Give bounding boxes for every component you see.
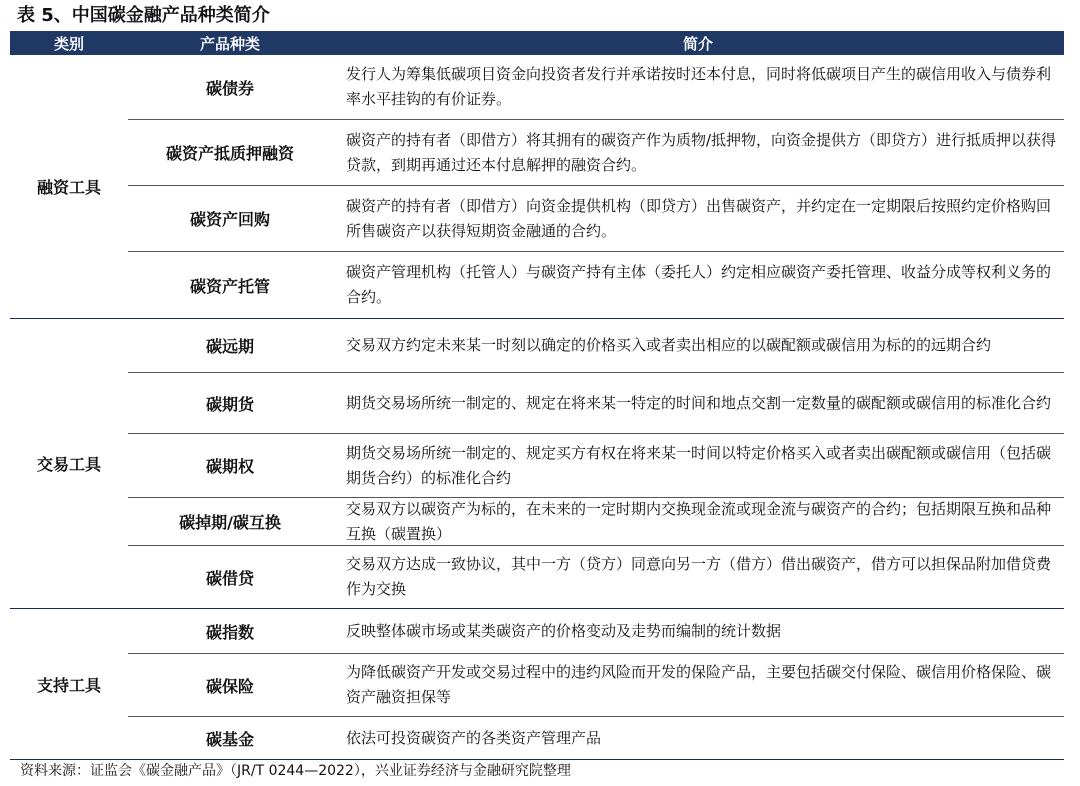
description-carbon-forward: 交易双方约定未来某一时刻以确定的价格买入或者卖出相应的以碳配额或碳信用为标的的远期合约 <box>332 318 1064 372</box>
description-carbon-bond: 发行人为筹集低碳项目资金向投资者发行并承诺按时还本付息，同时将低碳项目产生的碳信用收入与债券利率水平挂钩的有价证券。 <box>346 65 1052 108</box>
product-carbon-options: 碳期权 <box>128 433 332 497</box>
header-product: 产品种类 <box>128 31 332 55</box>
description-carbon-futures: 期货交易场所统一制定的、规定在将来某一特定的时间和地点交割一定数量的碳配额或碳信用的标准化合约 <box>332 372 1064 433</box>
description-carbon-swap: 交易双方以碳资产为标的，在未来的一定时期内交换现金流或现金流与碳资产的合约；包括期限互换和品种互换（碳置换） <box>332 497 1064 545</box>
carbon-finance-products-table <box>10 31 1064 760</box>
category-trading-tools: 交易工具 <box>10 318 128 608</box>
product-carbon-forward: 碳远期 <box>128 318 332 372</box>
product-carbon-index: 碳指数 <box>128 608 332 653</box>
description-carbon-fund: 依法可投资碳资产的各类资产管理产品 <box>332 716 1064 759</box>
table-title: 表 5、中国碳金融产品种类简介 <box>17 5 270 26</box>
product-carbon-swap: 碳掉期/碳互换 <box>128 497 332 545</box>
product-carbon-asset-pledge-financing: 碳资产抵质押融资 <box>128 119 332 185</box>
product-carbon-bond: 碳债券 <box>205 78 254 98</box>
description-carbon-index: 反映整体碳市场或某类碳资产的价格变动及走势而编制的统计数据 <box>332 608 1064 653</box>
header-description: 简介 <box>332 31 1064 55</box>
description-carbon-options: 期货交易场所统一制定的、规定买方有权在将来某一时间以特定价格买入或者卖出碳配额或碳信用（包括碳期货合约）的标准化合约 <box>332 433 1064 497</box>
product-carbon-futures: 碳期货 <box>128 372 332 433</box>
category-support-tools: 支持工具 <box>10 608 128 759</box>
header-category: 类别 <box>10 31 128 55</box>
product-carbon-asset-custody: 碳资产托管 <box>128 251 332 318</box>
product-carbon-fund: 碳基金 <box>128 716 332 759</box>
product-carbon-asset-repurchase: 碳资产回购 <box>128 185 332 251</box>
description-carbon-insurance: 为降低碳资产开发或交易过程中的违约风险而开发的保险产品，主要包括碳交付保险、碳信用价格保险、碳资产融资担保等 <box>332 653 1064 716</box>
description-carbon-asset-pledge-financing: 碳资产的持有者（即借方）将其拥有的碳资产作为质物/抵押物，向资金提供方（即贷方）进行抵质押以获得贷款，到期再通过还本付息解押的融资合约。 <box>332 119 1064 185</box>
description-carbon-lending: 交易双方达成一致协议，其中一方（贷方）同意向另一方（借方）借出碳资产，借方可以担保品附加借贷费作为交换 <box>332 545 1064 608</box>
source-note: 资料来源：证监会《碳金融产品》（JR/T 0244—2022），兴业证券经济与金融研究院整理 <box>20 763 571 779</box>
description-carbon-asset-custody: 碳资产管理机构（托管人）与碳资产持有主体（委托人）约定相应碳资产委托管理、收益分成等权利义务的合约。 <box>332 251 1064 318</box>
product-carbon-insurance: 碳保险 <box>128 653 332 716</box>
category-financing-tools: 融资工具 <box>36 178 101 197</box>
product-carbon-lending: 碳借贷 <box>128 545 332 608</box>
description-carbon-asset-repurchase: 碳资产的持有者（即借方）向资金提供机构（即贷方）出售碳资产，并约定在一定期限后按照约定价格购回所售碳资产以获得短期资金融通的合约。 <box>332 185 1064 251</box>
